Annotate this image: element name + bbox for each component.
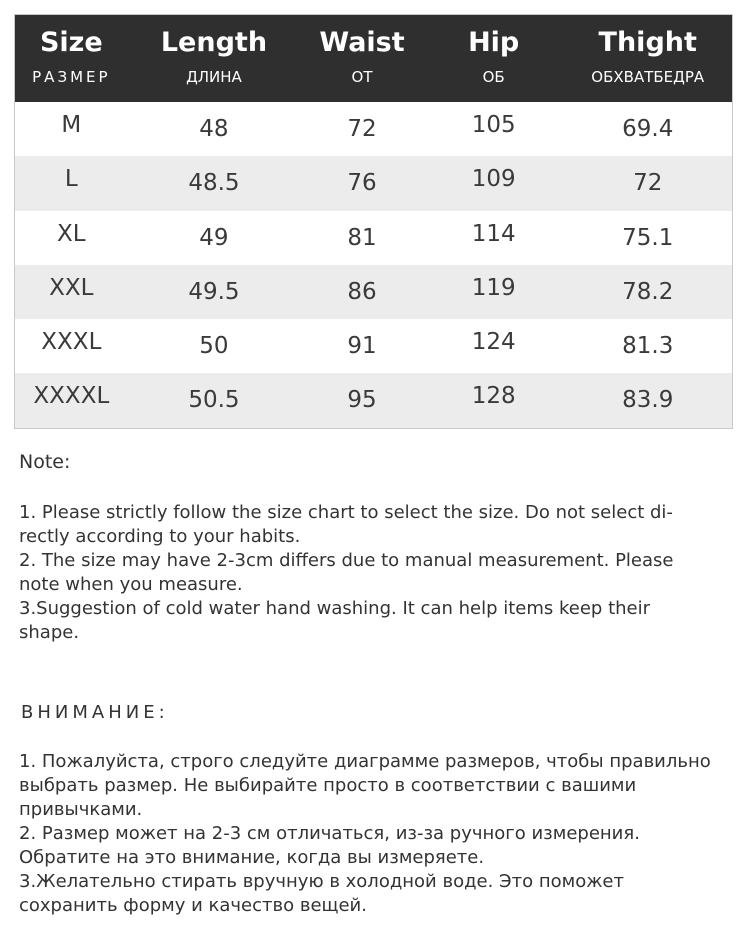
note-line: 2. The size may have 2-3cm differs due to manual measurement. Please bbox=[19, 550, 674, 571]
header-hip-sublabel: ОБ bbox=[482, 68, 505, 86]
russian-notes bbox=[19, 750, 731, 918]
waist-cell: 95 bbox=[347, 387, 377, 414]
table-row bbox=[15, 319, 732, 373]
hip-cell: 119 bbox=[471, 274, 516, 301]
size-cell: XL bbox=[57, 220, 86, 247]
header-size-sublabel: РАЗМЕР bbox=[32, 68, 111, 86]
table-row bbox=[15, 156, 732, 210]
thight-cell: 69.4 bbox=[622, 116, 674, 142]
note-line: 3.Suggestion of cold water hand washing. It can help items keep their bbox=[19, 598, 651, 619]
length-cell: 49.5 bbox=[188, 278, 240, 305]
hip-cell: 105 bbox=[471, 112, 516, 138]
header-waist bbox=[300, 15, 424, 102]
note-line: note when you measure. bbox=[19, 574, 243, 595]
header-hip-label: Hip bbox=[468, 27, 520, 58]
header-thight bbox=[563, 15, 732, 102]
length-cell: 49 bbox=[199, 224, 229, 251]
table-row bbox=[15, 102, 732, 156]
size-cell: XXXXL bbox=[33, 383, 110, 410]
waist-cell: 86 bbox=[347, 278, 377, 305]
thight-cell: 78.2 bbox=[622, 278, 674, 305]
size-cell: L bbox=[64, 166, 78, 193]
ru-note-line: привычками. bbox=[19, 799, 143, 820]
header-size bbox=[15, 15, 128, 102]
thight-cell: 83.9 bbox=[622, 387, 674, 414]
ru-note-line: 1. Пожалуйста, строго следуйте диаграмме размеров, чтобы правильно bbox=[19, 751, 711, 772]
note-line: shape. bbox=[19, 622, 80, 643]
header-thight-sublabel: ОБХВАТБЕДРА bbox=[591, 68, 705, 86]
waist-cell: 72 bbox=[347, 116, 377, 142]
header-waist-sublabel: ОТ bbox=[351, 68, 373, 86]
ru-note-line: 3.Желательно стирать вручную в холодной воде. Это поможет bbox=[19, 871, 624, 892]
ru-note-line: Обратите на это внимание, когда вы измеряете. bbox=[19, 847, 485, 868]
russian-note-title: ВНИМАНИЕ: bbox=[21, 702, 169, 723]
header-hip bbox=[424, 15, 564, 102]
header-thight-label: Thight bbox=[598, 27, 697, 58]
hip-cell: 124 bbox=[471, 329, 516, 356]
header-length bbox=[128, 15, 301, 102]
header-size-label: Size bbox=[39, 27, 103, 58]
length-cell: 50.5 bbox=[188, 387, 240, 414]
length-cell: 50 bbox=[199, 333, 229, 360]
thight-cell: 72 bbox=[633, 170, 663, 197]
header-length-sublabel: ДЛИНА bbox=[186, 68, 242, 86]
english-notes bbox=[19, 450, 731, 645]
length-cell: 48.5 bbox=[188, 170, 240, 197]
hip-cell: 114 bbox=[471, 220, 516, 247]
hip-cell: 128 bbox=[471, 383, 516, 410]
thight-cell: 81.3 bbox=[622, 333, 674, 360]
size-cell: XXL bbox=[49, 274, 94, 301]
waist-cell: 76 bbox=[347, 170, 377, 197]
header-length-label: Length bbox=[160, 27, 268, 58]
table-row bbox=[15, 265, 732, 319]
hip-cell: 109 bbox=[471, 166, 516, 193]
waist-cell: 91 bbox=[347, 333, 377, 360]
ru-note-line: 2. Размер может на 2-3 см отличаться, из-за ручного измерения. bbox=[19, 823, 640, 844]
size-cell: XXXL bbox=[41, 329, 102, 356]
table-row bbox=[15, 211, 732, 265]
table-header bbox=[15, 15, 732, 102]
table-row bbox=[15, 373, 732, 427]
note-title: Note: bbox=[19, 451, 71, 473]
length-cell: 48 bbox=[199, 116, 229, 142]
ru-note-line: выбрать размер. Не выбирайте просто в соответствии с вашими bbox=[19, 775, 637, 796]
ru-note-line: сохранить форму и качество вещей. bbox=[19, 895, 367, 916]
size-cell: M bbox=[61, 112, 82, 138]
header-waist-label: Waist bbox=[319, 27, 405, 58]
waist-cell: 81 bbox=[347, 224, 377, 251]
note-line: 1. Please strictly follow the size chart to select the size. Do not select di- bbox=[19, 502, 673, 523]
size-chart-table bbox=[14, 14, 733, 429]
thight-cell: 75.1 bbox=[622, 224, 674, 251]
note-line: rectly according to your habits. bbox=[19, 526, 301, 547]
